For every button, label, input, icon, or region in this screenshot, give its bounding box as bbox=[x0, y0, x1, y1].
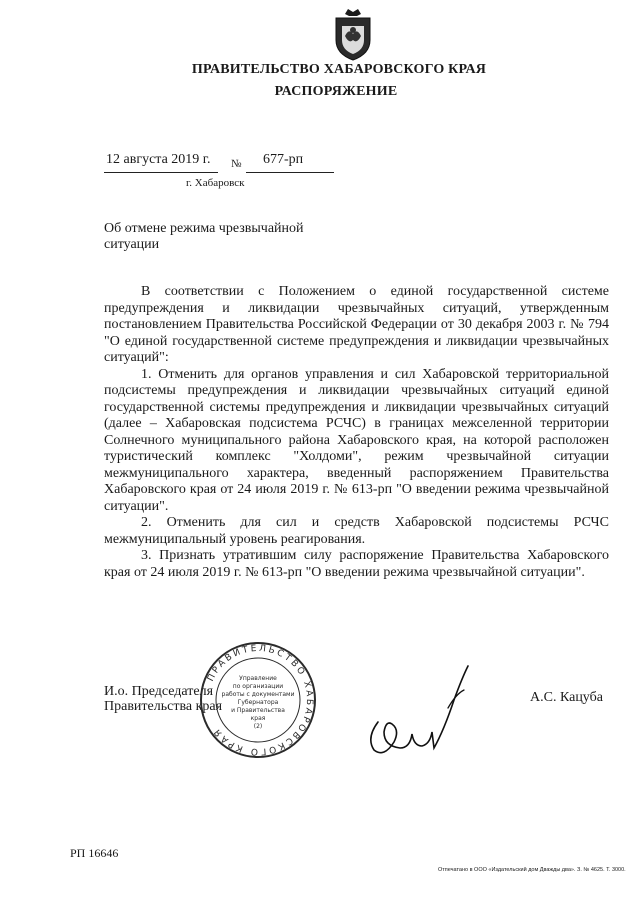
coat-of-arms-emblem bbox=[331, 6, 375, 62]
printer-imprint: Отпечатано в ООО «Издательский дом Дважды два». З. № 4625. Т. 3000. bbox=[438, 867, 626, 873]
subject-line-2: ситуации bbox=[104, 237, 160, 252]
item-3-paragraph: 3. Признать утратившим силу распоряжение Правительства Хабаровского края от 24 июля 2019 г. № 613-рп "О введении режима чрезвычайной ситуации". bbox=[104, 548, 609, 580]
subject-line-1: Об отмене режима чрезвычайной bbox=[104, 221, 304, 236]
item-1-paragraph: 1. Отменить для органов управления и сил Хабаровской территориальной подсистемы предупреждения и ликвидации чрезвычайных ситуаций единой государственной системы предупреждения и ликвидации чрезвычайных ситуаций (далее – Хабаровская подсистема РСЧС) в границах межселенной территории Солнечного муниципального района Хабаровского края, на которой расположен туристический комплекс "Холдоми", режим чрезвычайной ситуации межмуниципального характера, введенный распоряжением Правительства Хабаровского края от 24 июля 2019 г. № 613-рп "О введении режима чрезвычайной ситуации". bbox=[104, 366, 609, 514]
seal-line: края bbox=[250, 715, 266, 722]
seal-line: Управление bbox=[239, 675, 277, 682]
seal-line: по организации bbox=[232, 683, 284, 690]
number-sign: № bbox=[231, 158, 242, 170]
document-subject bbox=[104, 221, 364, 253]
number-underline bbox=[246, 172, 334, 173]
registration-number: РП 16646 bbox=[70, 846, 119, 860]
document-type-title: РАСПОРЯЖЕНИЕ bbox=[274, 84, 398, 99]
document-city: г. Хабаровск bbox=[186, 177, 245, 189]
signatory-title-line-2: Правительства края bbox=[104, 699, 223, 714]
seal-line: и Правительства bbox=[231, 707, 285, 714]
official-seal bbox=[198, 640, 318, 760]
document-date: 12 августа 2019 г. bbox=[106, 152, 211, 167]
seal-ring-text: ПРАВИТЕЛЬСТВО ХАБАРОВСКОГО КРАЯ bbox=[205, 643, 315, 757]
document-number: 677-рп bbox=[263, 152, 304, 167]
handwritten-signature bbox=[360, 660, 480, 760]
seal-line: Губернатора bbox=[237, 699, 279, 706]
document-body bbox=[104, 284, 609, 581]
seal-line: работы с документами bbox=[221, 691, 295, 698]
signatory-name: А.С. Кацуба bbox=[530, 690, 603, 705]
preamble-paragraph: В соответствии с Положением о единой государственной системе предупреждения и ликвидации чрезвычайных ситуаций, утвержденным постановлением Правительства Российской Федерации от 30 декабря 2003 г. № 794 "О единой государственной системе предупреждения и ликвидации чрезвычайных ситуаций": bbox=[104, 284, 609, 365]
item-2-paragraph: 2. Отменить для сил и средств Хабаровской подсистемы РСЧС межмуниципальный уровень реагирования. bbox=[104, 515, 609, 547]
date-underline bbox=[104, 172, 218, 173]
signatory-title-line-1: И.о. Председателя bbox=[104, 684, 214, 699]
seal-line: (2) bbox=[253, 723, 263, 730]
government-title: ПРАВИТЕЛЬСТВО ХАБАРОВСКОГО КРАЯ bbox=[191, 62, 487, 77]
